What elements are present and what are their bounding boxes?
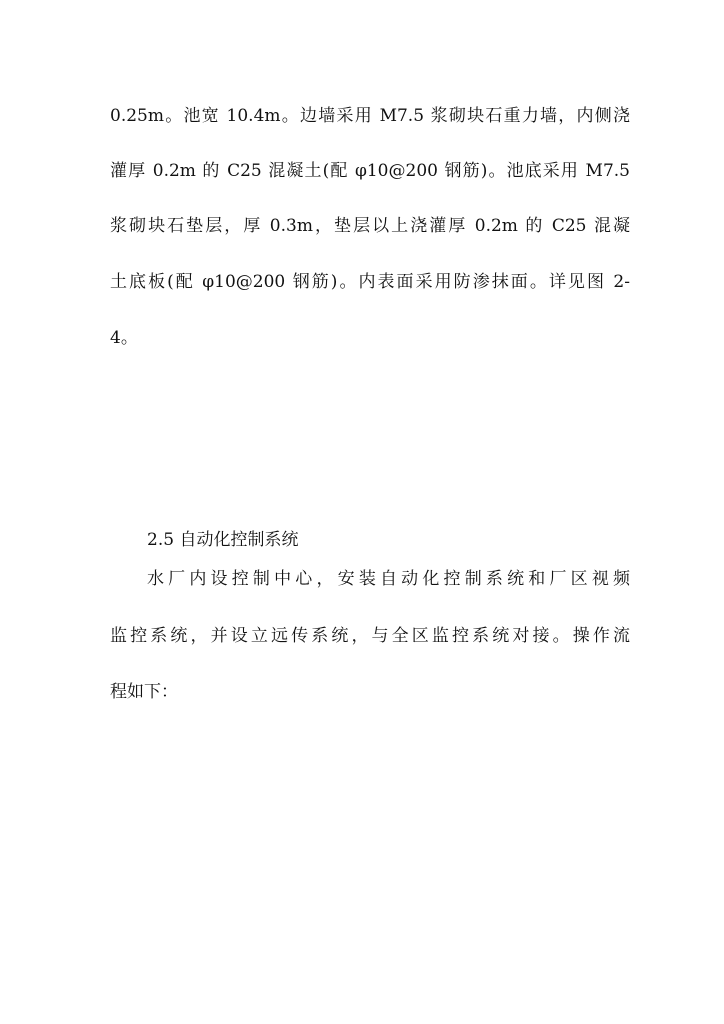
paragraph1-line-2: 灌厚 0.2m 的 C25 混凝土(配 φ10@200 钢筋)。池底采用 M7.5	[110, 161, 630, 181]
paragraph2-line-2: 监控系统，并设立远传系统，与全区监控系统对接。操作流	[110, 626, 630, 646]
paragraph2-line-3: 程如下：	[110, 682, 178, 702]
section-heading: 2.5 自动化控制系统	[147, 530, 299, 550]
paragraph1-line-5: 4。	[110, 328, 138, 348]
paragraph1-line-4: 土底板(配 φ10@200 钢筋)。内表面采用防渗抹面。详见图 2-	[110, 272, 630, 292]
paragraph1-line-1: 0.25m。池宽 10.4m。边墙采用 M7.5 浆砌块石重力墙，内侧浇	[110, 106, 630, 126]
paragraph2-line-1: 水厂内设控制中心，安装自动化控制系统和厂区视频	[147, 569, 630, 589]
paragraph1-line-3: 浆砌块石垫层，厚 0.3m，垫层以上浇灌厚 0.2m 的 C25 混凝	[110, 216, 630, 236]
